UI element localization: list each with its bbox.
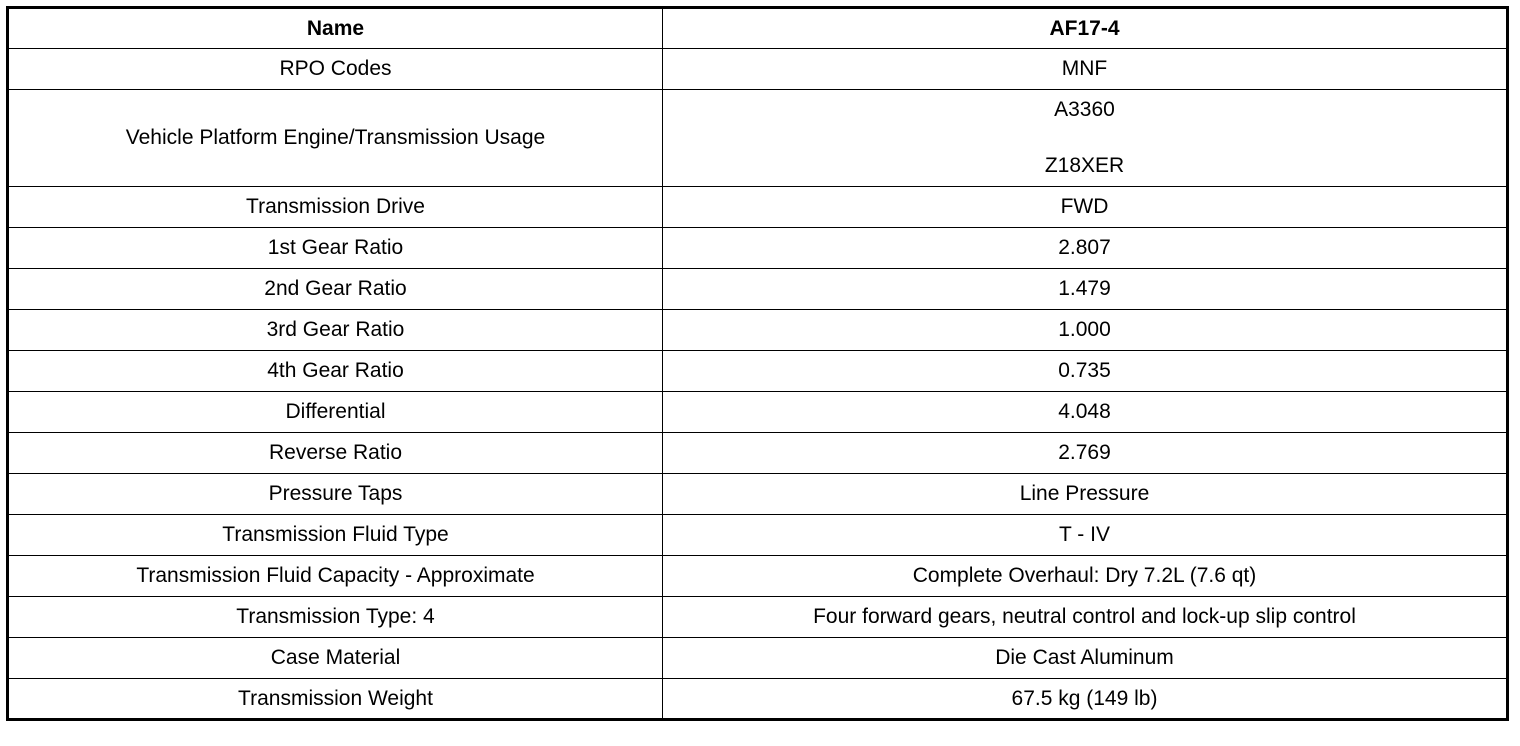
row-label: 2nd Gear Ratio bbox=[8, 269, 663, 310]
row-label: Vehicle Platform Engine/Transmission Usage bbox=[8, 90, 663, 187]
row-value: FWD bbox=[663, 187, 1508, 228]
row-label: Transmission Drive bbox=[8, 187, 663, 228]
table-row bbox=[8, 474, 1508, 515]
row-label: RPO Codes bbox=[8, 49, 663, 90]
header-model: AF17-4 bbox=[663, 8, 1508, 49]
table-row bbox=[8, 269, 1508, 310]
row-label: Pressure Taps bbox=[8, 474, 663, 515]
row-label: 4th Gear Ratio bbox=[8, 351, 663, 392]
transmission-spec-table bbox=[6, 6, 1509, 721]
table-row bbox=[8, 351, 1508, 392]
row-value: 67.5 kg (149 lb) bbox=[663, 679, 1508, 720]
row-label: Case Material bbox=[8, 638, 663, 679]
row-value: 4.048 bbox=[663, 392, 1508, 433]
row-label: Transmission Fluid Capacity - Approximate bbox=[8, 556, 663, 597]
table-row bbox=[8, 679, 1508, 720]
row-value: Line Pressure bbox=[663, 474, 1508, 515]
row-value-line: A3360 bbox=[1054, 98, 1115, 121]
row-value: 0.735 bbox=[663, 351, 1508, 392]
row-value: 2.807 bbox=[663, 228, 1508, 269]
row-label: Transmission Weight bbox=[8, 679, 663, 720]
row-value: MNF bbox=[663, 49, 1508, 90]
row-label: 1st Gear Ratio bbox=[8, 228, 663, 269]
table-row bbox=[8, 433, 1508, 474]
table-header bbox=[8, 8, 1508, 49]
row-value-multi bbox=[663, 90, 1508, 187]
table-row bbox=[8, 187, 1508, 228]
row-value: Complete Overhaul: Dry 7.2L (7.6 qt) bbox=[663, 556, 1508, 597]
table-row bbox=[8, 49, 1508, 90]
row-value-line: Z18XER bbox=[1044, 154, 1125, 177]
table-row bbox=[8, 597, 1508, 638]
table-row bbox=[8, 90, 1508, 187]
row-value: Four forward gears, neutral control and lock-up slip control bbox=[663, 597, 1508, 638]
table-row bbox=[8, 515, 1508, 556]
row-value: 2.769 bbox=[663, 433, 1508, 474]
row-value: 1.479 bbox=[663, 269, 1508, 310]
table-row bbox=[8, 392, 1508, 433]
table-body bbox=[8, 49, 1508, 720]
table-row bbox=[8, 228, 1508, 269]
row-label: Transmission Fluid Type bbox=[8, 515, 663, 556]
header-row bbox=[8, 8, 1508, 49]
header-name: Name bbox=[8, 8, 663, 49]
table-row bbox=[8, 556, 1508, 597]
row-value: T - IV bbox=[663, 515, 1508, 556]
row-label: Transmission Type: 4 bbox=[8, 597, 663, 638]
table-row bbox=[8, 310, 1508, 351]
row-label: Reverse Ratio bbox=[8, 433, 663, 474]
row-value: 1.000 bbox=[663, 310, 1508, 351]
row-label: 3rd Gear Ratio bbox=[8, 310, 663, 351]
row-label: Differential bbox=[8, 392, 663, 433]
table-row bbox=[8, 638, 1508, 679]
row-value: Die Cast Aluminum bbox=[663, 638, 1508, 679]
